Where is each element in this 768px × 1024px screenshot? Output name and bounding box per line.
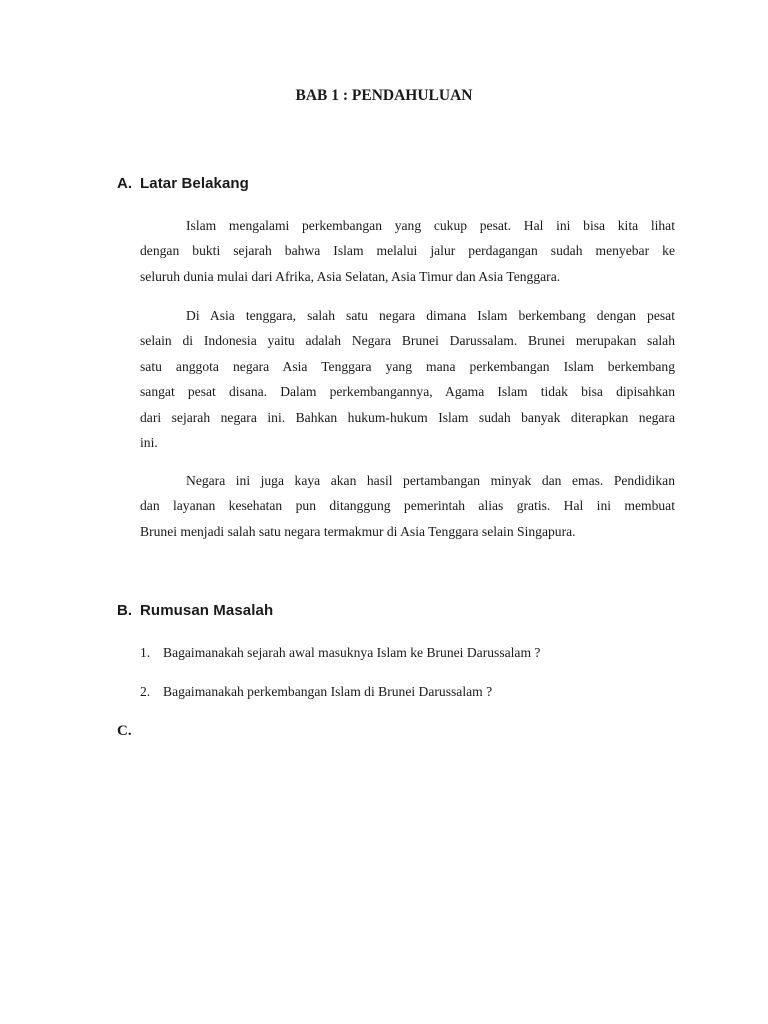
section-c-label: C. [117, 723, 132, 739]
paragraph-2 [140, 303, 675, 455]
section-b-title: Rumusan Masalah [140, 602, 274, 619]
section-a-heading [117, 175, 249, 192]
section-a-label: A. [117, 175, 133, 192]
list-item [140, 645, 540, 661]
paragraph-line: Islam mengalami perkembangan yang cukup pesat. Hal ini bisa kita lihat [186, 218, 675, 233]
paragraph-1 [140, 213, 675, 289]
paragraph-line: selain di Indonesia yaitu adalah Negara Brunei Darussalam. Brunei merupakan salah [140, 333, 675, 349]
paragraph-line: dengan bukti sejarah bahwa Islam melalui jalur perdagangan sudah menyebar ke [140, 243, 675, 259]
paragraph-line: Di Asia tenggara, salah satu negara dimana Islam berkembang dengan pesat [186, 308, 675, 323]
list-number: 1. [140, 645, 151, 660]
paragraph-line: seluruh dunia mulai dari Afrika, Asia Selatan, Asia Timur dan Asia Tenggara. [140, 268, 561, 284]
paragraph-line: dari sejarah negara ini. Bahkan hukum-hukum Islam sudah banyak diterapkan negara [140, 409, 675, 425]
list-text: Bagaimanakah perkembangan Islam di Brunei Darussalam ? [163, 684, 493, 699]
paragraph-3 [140, 468, 675, 544]
section-b-heading [117, 602, 273, 619]
list-number: 2. [140, 684, 151, 699]
list-text: Bagaimanakah sejarah awal masuknya Islam ke Brunei Darussalam ? [163, 645, 541, 660]
section-b-label: B. [117, 602, 133, 619]
list-item [140, 684, 492, 700]
paragraph-line: Negara ini juga kaya akan hasil pertambangan minyak dan emas. Pendidikan [186, 473, 675, 488]
paragraph-line: Brunei menjadi salah satu negara termakmur di Asia Tenggara selain Singapura. [140, 523, 576, 539]
chapter-title: BAB 1 : PENDAHULUAN [295, 87, 473, 104]
paragraph-line: sangat pesat disana. Dalam perkembangannya, Agama Islam tidak bisa dipisahkan [140, 384, 675, 400]
paragraph-line: ini. [140, 434, 158, 450]
paragraph-line: satu anggota negara Asia Tenggara yang mana perkembangan Islam berkembang [140, 358, 675, 374]
section-a-title: Latar Belakang [140, 175, 249, 192]
paragraph-line: dan layanan kesehatan pun ditanggung pemerintah alias gratis. Hal ini membuat [140, 498, 675, 514]
